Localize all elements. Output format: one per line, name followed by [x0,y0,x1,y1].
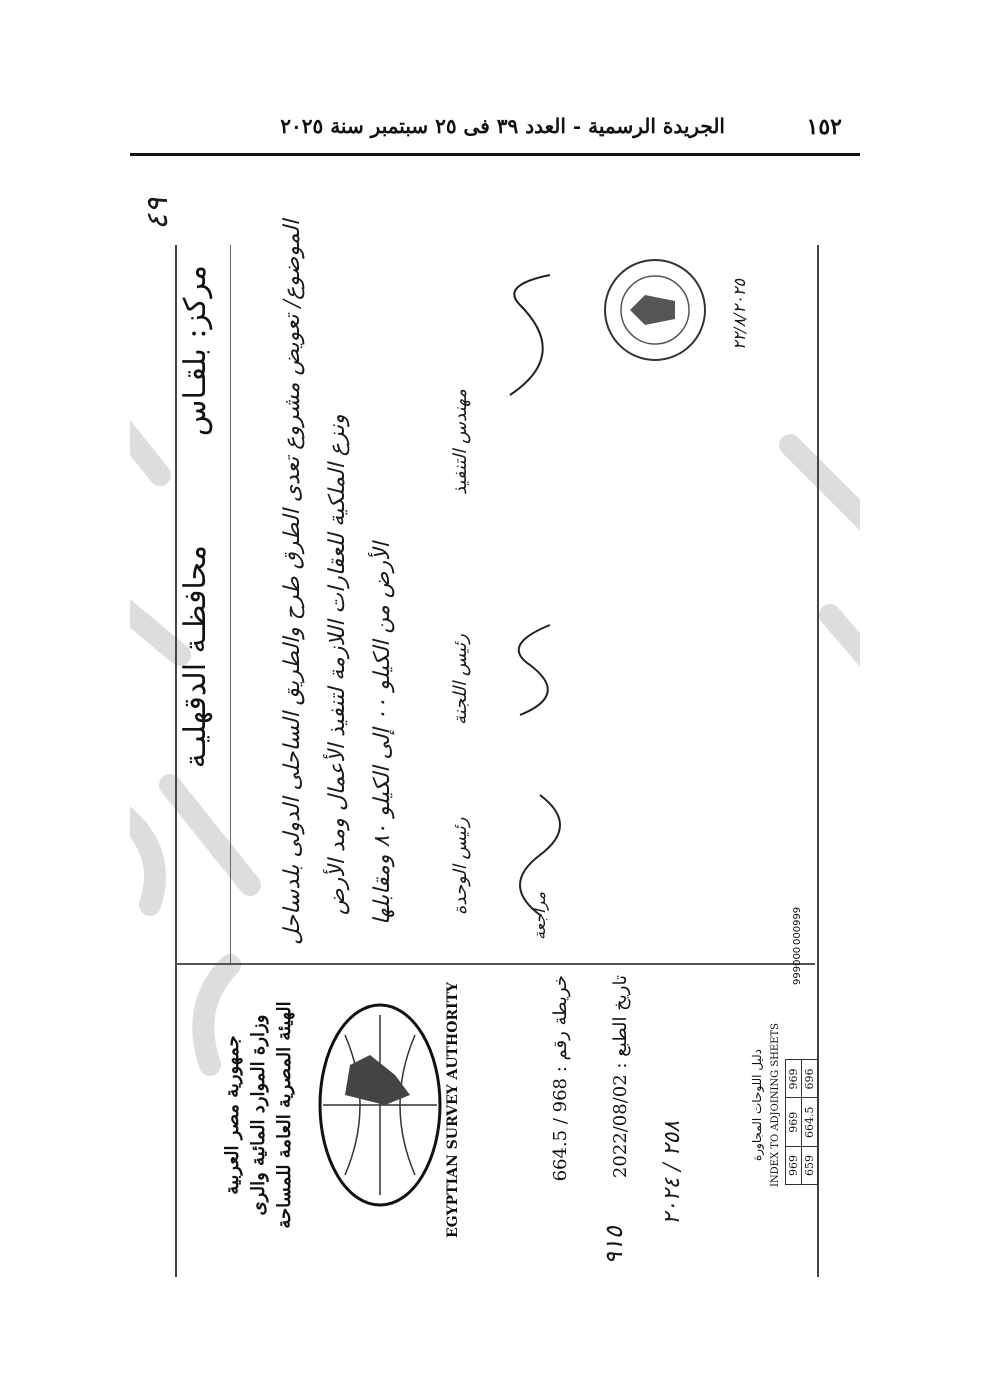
margin-note: مراجعة [530,891,549,940]
signature-scribbles [480,255,600,955]
table-row [802,1060,818,1185]
table-cell: 696 [802,1060,818,1098]
signature-left-label: مهندس التنفيذ [450,389,471,495]
survey-authority-logo-icon [315,995,445,1215]
map-number: خريطة رقم : 968 / 664.5 [550,975,571,1182]
corner-note: ٤٩ [140,197,175,230]
print-date: تاريخ الطبع : 2022/08/02 [610,975,631,1179]
signature-mid-label: رئيس اللجنة [450,634,471,725]
sheet-code: 000999 [792,906,803,945]
ministry-block [220,975,298,1255]
index-table [785,1060,818,1186]
table-cell: 969 [786,1098,802,1147]
header-rule [130,153,860,156]
page-number: ١٥٢ [806,114,842,140]
rotated-sheet [130,185,860,1285]
handwritten-mark: ٩١٥ [600,1226,628,1265]
sheet-divider [175,963,815,965]
governorate-label: محافظـة الدقهليـة [178,545,213,769]
handwritten-reference: ٢٥٨ / ٢٠٢٤ [660,1120,685,1225]
gazette-title: الجريدة الرسمية - العدد ٣٩ فى ٢٥ سبتمبر سنة ٢٠٢٥ [280,114,725,138]
ministry-line: وزارة الموارد المائية والرى [248,1014,269,1216]
republic-line: جمهورية مصر العربية [222,1035,243,1195]
table-cell: 969 [786,1060,802,1098]
page-header [130,108,860,148]
authority-english-name: EGYPTIAN SURVEY AUTHORITY [445,982,461,1239]
handwritten-line-2: ونزع الملكية للعقارات اللازمة لتنفيذ الأعمال ومد الأرض [325,414,350,915]
sheet-rule [230,245,231,963]
official-seal [600,255,710,365]
index-title-english: INDEX TO ADJOINING SHEETS [770,1022,781,1188]
table-cell: 659 [802,1147,818,1185]
handwritten-line-1: الموضوع/ تعويض مشروع تعدى الطرق طرح والطريق الساحلى الدولى بلدساحل [280,219,305,945]
table-row [786,1060,802,1185]
bottom-note: ٢٢/٨/٢٠٢٥ [730,279,749,350]
authority-line: الهيئة المصرية العامة للمساحة [274,1001,295,1229]
handwritten-line-3: الأرض من الكيلو ٠٠ إلى الكيلو ٨٠ ومقابلها [370,542,395,925]
center-label: مركز: بلقـاس [178,265,213,437]
table-cell: 969 [786,1147,802,1185]
scanned-map-sheet [130,185,860,1285]
table-cell: 664.5 [802,1098,818,1147]
sheet-code-secondary: 999000 [792,946,803,985]
index-title: دليل اللوحات المجاورة [750,1048,764,1162]
signature-right-label: رئيس الوحدة [450,817,471,915]
